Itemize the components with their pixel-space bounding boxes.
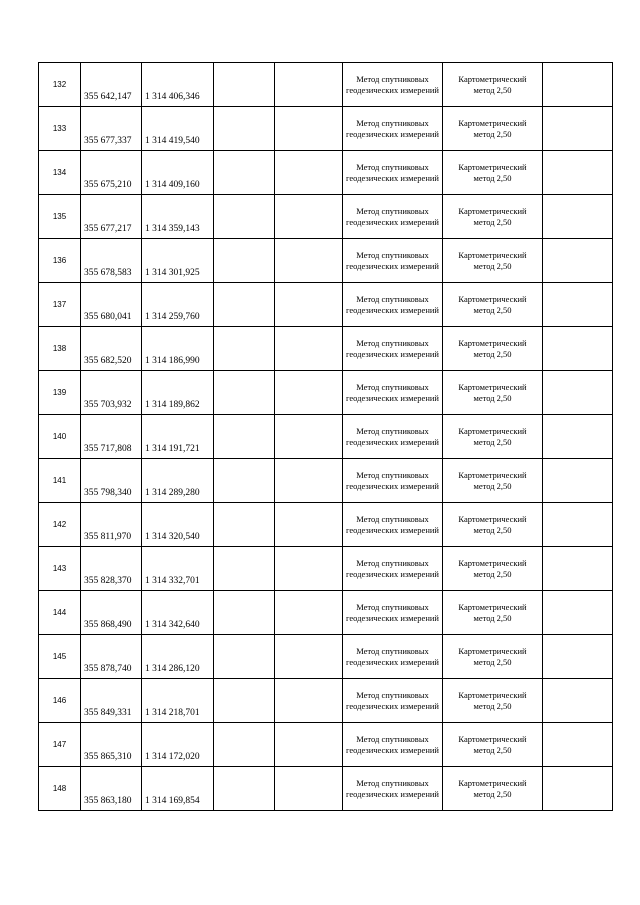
empty-cell — [543, 591, 613, 635]
precision-method: Картометрический — [458, 513, 527, 524]
precision-method: Картометрический — [458, 381, 527, 392]
measurement-method: Метод спутниковых геодезических измерений — [343, 767, 443, 811]
empty-cell — [214, 239, 275, 283]
measurement-method: Метод спутниковых геодезических измерений — [343, 107, 443, 151]
precision-method: Картометрический — [458, 293, 527, 304]
y-coordinate: 1 314 332,701 — [142, 547, 214, 591]
precision-cell — [443, 635, 543, 679]
measurement-method: Метод спутниковых геодезических измерений — [343, 63, 443, 107]
precision-method: Картометрический — [458, 205, 527, 216]
empty-cell — [214, 63, 275, 107]
precision-cell — [443, 63, 543, 107]
empty-cell — [543, 723, 613, 767]
table-row — [39, 371, 613, 415]
precision-cell — [443, 503, 543, 547]
precision-method: Картометрический — [458, 337, 527, 348]
x-coordinate: 355 675,210 — [81, 151, 142, 195]
empty-cell — [214, 283, 275, 327]
precision-cell — [443, 151, 543, 195]
empty-cell — [214, 767, 275, 811]
empty-cell — [275, 459, 343, 503]
empty-cell — [543, 547, 613, 591]
empty-cell — [543, 635, 613, 679]
precision-cell — [443, 415, 543, 459]
y-coordinate: 1 314 186,990 — [142, 327, 214, 371]
empty-cell — [275, 239, 343, 283]
precision-cell — [443, 195, 543, 239]
precision-method: Картометрический — [458, 425, 527, 436]
point-number: 138 — [39, 327, 81, 371]
precision-method: Картометрический — [458, 777, 527, 788]
empty-cell — [275, 503, 343, 547]
precision-value: метод 2,50 — [473, 260, 512, 271]
table-row — [39, 63, 613, 107]
x-coordinate: 355 798,340 — [81, 459, 142, 503]
point-number: 143 — [39, 547, 81, 591]
precision-cell — [443, 283, 543, 327]
empty-cell — [275, 151, 343, 195]
y-coordinate: 1 314 409,160 — [142, 151, 214, 195]
x-coordinate: 355 868,490 — [81, 591, 142, 635]
measurement-method: Метод спутниковых геодезических измерений — [343, 151, 443, 195]
empty-cell — [214, 591, 275, 635]
measurement-method: Метод спутниковых геодезических измерений — [343, 591, 443, 635]
precision-method: Картометрический — [458, 601, 527, 612]
table-row — [39, 151, 613, 195]
x-coordinate: 355 811,970 — [81, 503, 142, 547]
empty-cell — [543, 679, 613, 723]
precision-cell — [443, 107, 543, 151]
table-row — [39, 107, 613, 151]
empty-cell — [275, 63, 343, 107]
table-row — [39, 547, 613, 591]
y-coordinate: 1 314 259,760 — [142, 283, 214, 327]
table-row — [39, 635, 613, 679]
precision-cell — [443, 371, 543, 415]
y-coordinate: 1 314 289,280 — [142, 459, 214, 503]
x-coordinate: 355 682,520 — [81, 327, 142, 371]
precision-value: метод 2,50 — [473, 84, 512, 95]
point-number: 132 — [39, 63, 81, 107]
empty-cell — [214, 195, 275, 239]
empty-cell — [543, 503, 613, 547]
point-number: 144 — [39, 591, 81, 635]
table-row — [39, 283, 613, 327]
point-number: 137 — [39, 283, 81, 327]
x-coordinate: 355 717,808 — [81, 415, 142, 459]
empty-cell — [275, 767, 343, 811]
y-coordinate: 1 314 342,640 — [142, 591, 214, 635]
empty-cell — [543, 327, 613, 371]
empty-cell — [543, 195, 613, 239]
point-number: 147 — [39, 723, 81, 767]
x-coordinate: 355 849,331 — [81, 679, 142, 723]
point-number: 142 — [39, 503, 81, 547]
x-coordinate: 355 642,147 — [81, 63, 142, 107]
empty-cell — [214, 107, 275, 151]
precision-value: метод 2,50 — [473, 568, 512, 579]
precision-cell — [443, 723, 543, 767]
precision-value: метод 2,50 — [473, 788, 512, 799]
precision-method: Картометрический — [458, 469, 527, 480]
x-coordinate: 355 863,180 — [81, 767, 142, 811]
y-coordinate: 1 314 419,540 — [142, 107, 214, 151]
empty-cell — [214, 723, 275, 767]
empty-cell — [543, 151, 613, 195]
x-coordinate: 355 677,337 — [81, 107, 142, 151]
precision-cell — [443, 767, 543, 811]
table-row — [39, 591, 613, 635]
measurement-method: Метод спутниковых геодезических измерений — [343, 283, 443, 327]
measurement-method: Метод спутниковых геодезических измерений — [343, 459, 443, 503]
empty-cell — [214, 679, 275, 723]
y-coordinate: 1 314 191,721 — [142, 415, 214, 459]
y-coordinate: 1 314 286,120 — [142, 635, 214, 679]
table-row — [39, 459, 613, 503]
empty-cell — [214, 327, 275, 371]
empty-cell — [214, 371, 275, 415]
measurement-method: Метод спутниковых геодезических измерений — [343, 415, 443, 459]
point-number: 140 — [39, 415, 81, 459]
precision-method: Картометрический — [458, 689, 527, 700]
x-coordinate: 355 680,041 — [81, 283, 142, 327]
measurement-method: Метод спутниковых геодезических измерений — [343, 371, 443, 415]
empty-cell — [214, 503, 275, 547]
y-coordinate: 1 314 189,862 — [142, 371, 214, 415]
empty-cell — [275, 371, 343, 415]
y-coordinate: 1 314 301,925 — [142, 239, 214, 283]
precision-value: метод 2,50 — [473, 304, 512, 315]
y-coordinate: 1 314 359,143 — [142, 195, 214, 239]
empty-cell — [543, 107, 613, 151]
y-coordinate: 1 314 320,540 — [142, 503, 214, 547]
measurement-method: Метод спутниковых геодезических измерений — [343, 547, 443, 591]
precision-method: Картометрический — [458, 117, 527, 128]
empty-cell — [214, 547, 275, 591]
precision-value: метод 2,50 — [473, 480, 512, 491]
precision-value: метод 2,50 — [473, 216, 512, 227]
empty-cell — [543, 63, 613, 107]
table-row — [39, 327, 613, 371]
empty-cell — [275, 547, 343, 591]
empty-cell — [543, 239, 613, 283]
precision-cell — [443, 547, 543, 591]
precision-value: метод 2,50 — [473, 744, 512, 755]
table-row — [39, 195, 613, 239]
measurement-method: Метод спутниковых геодезических измерений — [343, 503, 443, 547]
precision-value: метод 2,50 — [473, 392, 512, 403]
precision-method: Картометрический — [458, 557, 527, 568]
precision-value: метод 2,50 — [473, 612, 512, 623]
precision-cell — [443, 459, 543, 503]
point-number: 139 — [39, 371, 81, 415]
y-coordinate: 1 314 218,701 — [142, 679, 214, 723]
x-coordinate: 355 703,932 — [81, 371, 142, 415]
empty-cell — [214, 459, 275, 503]
point-number: 141 — [39, 459, 81, 503]
precision-value: метод 2,50 — [473, 172, 512, 183]
empty-cell — [543, 283, 613, 327]
precision-method: Картометрический — [458, 645, 527, 656]
empty-cell — [275, 635, 343, 679]
precision-value: метод 2,50 — [473, 700, 512, 711]
precision-value: метод 2,50 — [473, 656, 512, 667]
precision-method: Картометрический — [458, 73, 527, 84]
x-coordinate: 355 828,370 — [81, 547, 142, 591]
measurement-method: Метод спутниковых геодезических измерений — [343, 195, 443, 239]
precision-cell — [443, 239, 543, 283]
point-number: 136 — [39, 239, 81, 283]
precision-value: метод 2,50 — [473, 524, 512, 535]
measurement-method: Метод спутниковых геодезических измерений — [343, 239, 443, 283]
y-coordinate: 1 314 406,346 — [142, 63, 214, 107]
point-number: 148 — [39, 767, 81, 811]
empty-cell — [275, 107, 343, 151]
empty-cell — [275, 679, 343, 723]
coordinates-table — [38, 62, 613, 811]
precision-cell — [443, 679, 543, 723]
empty-cell — [275, 195, 343, 239]
x-coordinate: 355 678,583 — [81, 239, 142, 283]
point-number: 146 — [39, 679, 81, 723]
table-row — [39, 415, 613, 459]
table-row — [39, 723, 613, 767]
table-row — [39, 767, 613, 811]
table-row — [39, 679, 613, 723]
point-number: 145 — [39, 635, 81, 679]
empty-cell — [214, 151, 275, 195]
point-number: 134 — [39, 151, 81, 195]
y-coordinate: 1 314 172,020 — [142, 723, 214, 767]
measurement-method: Метод спутниковых геодезических измерений — [343, 679, 443, 723]
x-coordinate: 355 878,740 — [81, 635, 142, 679]
empty-cell — [275, 283, 343, 327]
precision-method: Картометрический — [458, 161, 527, 172]
empty-cell — [275, 723, 343, 767]
precision-method: Картометрический — [458, 733, 527, 744]
point-number: 133 — [39, 107, 81, 151]
precision-value: метод 2,50 — [473, 128, 512, 139]
empty-cell — [275, 327, 343, 371]
measurement-method: Метод спутниковых геодезических измерений — [343, 723, 443, 767]
precision-method: Картометрический — [458, 249, 527, 260]
empty-cell — [275, 591, 343, 635]
precision-value: метод 2,50 — [473, 436, 512, 447]
table-row — [39, 503, 613, 547]
x-coordinate: 355 677,217 — [81, 195, 142, 239]
table-row — [39, 239, 613, 283]
x-coordinate: 355 865,310 — [81, 723, 142, 767]
measurement-method: Метод спутниковых геодезических измерений — [343, 635, 443, 679]
empty-cell — [543, 767, 613, 811]
precision-value: метод 2,50 — [473, 348, 512, 359]
empty-cell — [275, 415, 343, 459]
empty-cell — [543, 415, 613, 459]
precision-cell — [443, 591, 543, 635]
empty-cell — [214, 415, 275, 459]
empty-cell — [543, 459, 613, 503]
empty-cell — [543, 371, 613, 415]
measurement-method: Метод спутниковых геодезических измерений — [343, 327, 443, 371]
precision-cell — [443, 327, 543, 371]
y-coordinate: 1 314 169,854 — [142, 767, 214, 811]
point-number: 135 — [39, 195, 81, 239]
empty-cell — [214, 635, 275, 679]
